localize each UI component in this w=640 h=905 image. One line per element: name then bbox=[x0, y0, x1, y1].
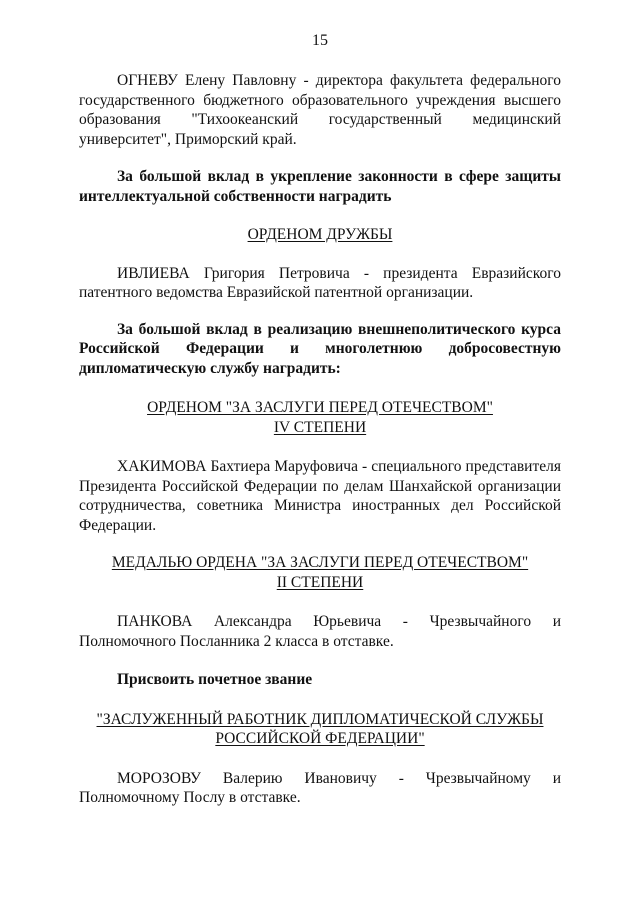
paragraph-pankova: ПАНКОВА Александра Юрьевича - Чрезвычайного и Полномочного Посланника 2 класса в отставке. bbox=[79, 613, 561, 650]
heading-honored-line-2: РОССИЙСКОЙ ФЕДЕРАЦИИ" bbox=[215, 730, 425, 747]
paragraph-khakimova: ХАКИМОВА Бахтиера Маруфовича - специального представителя Президента Российской Федерации по делам Шанхайской организации сотрудничества, советника Министра иностранных дел Российской Федерации. bbox=[79, 458, 561, 534]
heading-order-merit-line-2: IV СТЕПЕНИ bbox=[273, 418, 367, 436]
heading-honored-line-1: "ЗАСЛУЖЕННЫЙ РАБОТНИК ДИПЛОМАТИЧЕСКОЙ СЛУЖБЫ bbox=[96, 710, 544, 728]
paragraph-honorary-title: Присвоить почетное звание bbox=[117, 671, 313, 688]
heading-medal-order-merit-ii bbox=[79, 553, 561, 592]
paragraph-ogneva: ОГНЕВУ Елену Павловну - директора факультета федерального государственного бюджетного образовательного учреждения высшего образования "Тихоокеанский государственный медицинский университет", Приморский край. bbox=[79, 72, 561, 148]
paragraph-morozovu: МОРОЗОВУ Валерию Ивановичу - Чрезвычайному и Полномочному Послу в отставке. bbox=[79, 769, 561, 806]
heading-medal-line-2: II СТЕПЕНИ bbox=[276, 573, 364, 591]
paragraph-foreign-policy-award: За большой вклад в реализацию внешнеполитического курса Российской Федерации и многолетнюю добросовестную дипломатическую службу наградить: bbox=[79, 320, 561, 377]
paragraph-ivlieva: ИВЛИЕВА Григория Петровича - президента Евразийского патентного ведомства Евразийской патентной организации. bbox=[79, 264, 561, 301]
heading-medal-line-1: МЕДАЛЬЮ ОРДЕНА "ЗА ЗАСЛУГИ ПЕРЕД ОТЕЧЕСТВОМ" bbox=[111, 554, 529, 571]
document-body bbox=[79, 71, 561, 808]
heading-order-merit-fatherland-iv bbox=[79, 398, 561, 437]
heading-order-merit-line-1: ОРДЕНОМ "ЗА ЗАСЛУГИ ПЕРЕД ОТЕЧЕСТВОМ" bbox=[147, 399, 493, 416]
paragraph-intellectual-property-award: За большой вклад в укрепление законности в сфере защиты интеллектуальной собственности наградить bbox=[79, 168, 561, 205]
heading-order-of-friendship: ОРДЕНОМ ДРУЖБЫ bbox=[247, 226, 393, 243]
page-number: 15 bbox=[312, 32, 328, 49]
heading-honored-diplomatic-worker bbox=[79, 710, 561, 749]
